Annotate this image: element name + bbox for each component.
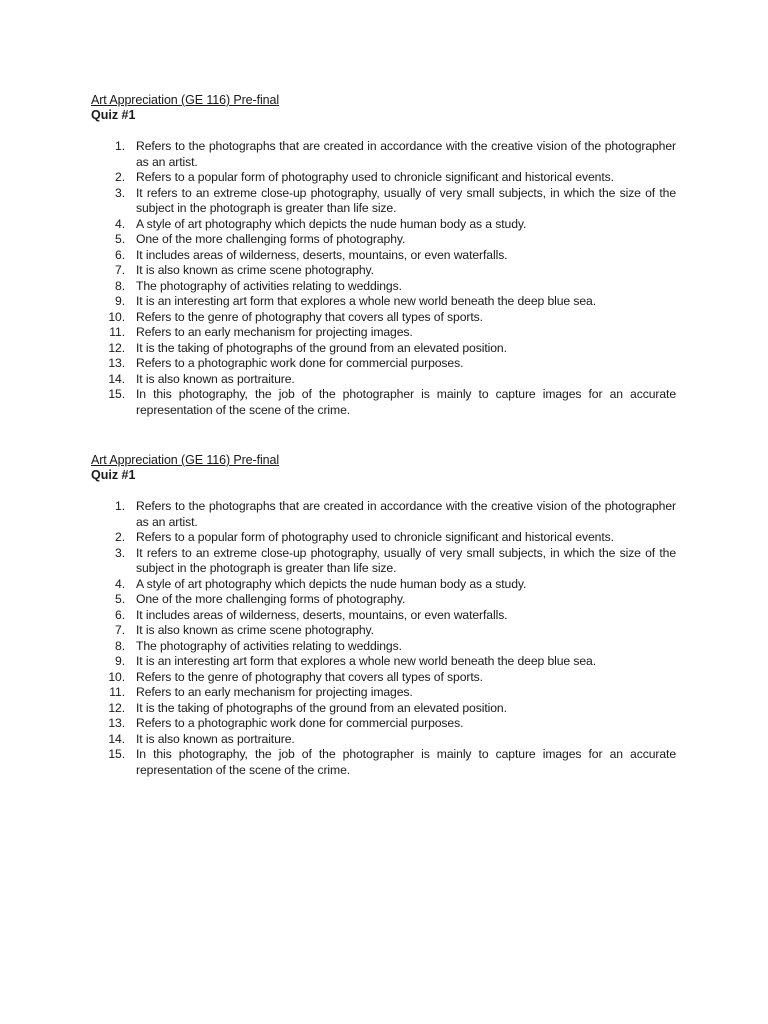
question-item bbox=[91, 263, 681, 279]
question-number: 5. bbox=[115, 592, 125, 606]
question-number: 4. bbox=[115, 576, 125, 591]
question-item bbox=[91, 732, 681, 748]
question-number: 13. bbox=[108, 716, 125, 730]
question-number: 7. bbox=[115, 263, 125, 277]
question-item bbox=[91, 232, 681, 248]
question-number: 6. bbox=[115, 607, 125, 622]
question-item bbox=[91, 499, 681, 530]
question-item bbox=[91, 701, 681, 717]
question-item bbox=[91, 294, 681, 310]
question-number: 12. bbox=[108, 700, 125, 715]
question-number: 2. bbox=[115, 530, 125, 544]
question-list bbox=[91, 499, 681, 778]
question-text: Refers to an early mechanism for projecting images. bbox=[136, 685, 413, 699]
quiz-block-1 bbox=[91, 93, 681, 418]
question-number: 11. bbox=[109, 325, 125, 339]
question-text: It is also known as crime scene photography. bbox=[136, 623, 374, 637]
question-text: Refers to the photographs that are created in accordance with the creative vision of the photographer as an artist. bbox=[136, 139, 676, 169]
question-text: Refers to a photographic work done for commercial purposes. bbox=[136, 356, 464, 370]
question-text: Refers to the photographs that are created in accordance with the creative vision of the photographer as an artist. bbox=[136, 499, 676, 529]
question-number: 8. bbox=[115, 638, 125, 653]
question-number: 7. bbox=[115, 623, 125, 637]
question-item bbox=[91, 310, 681, 326]
question-item bbox=[91, 670, 681, 686]
question-number: 1. bbox=[115, 139, 125, 153]
question-number: 15. bbox=[108, 387, 125, 401]
question-item bbox=[91, 341, 681, 357]
question-number: 12. bbox=[108, 340, 125, 355]
question-number: 3. bbox=[115, 545, 125, 560]
question-item bbox=[91, 372, 681, 388]
question-number: 8. bbox=[115, 278, 125, 293]
question-text: It is an interesting art form that explores a whole new world beneath the deep blue sea. bbox=[136, 654, 597, 668]
question-text: In this photography, the job of the photographer is mainly to capture images for an accurate representation of the scene of the crime. bbox=[136, 387, 676, 417]
question-item bbox=[91, 139, 681, 170]
question-text: It is also known as portraiture. bbox=[136, 731, 295, 746]
question-text: It includes areas of wilderness, deserts, mountains, or even waterfalls. bbox=[136, 247, 508, 262]
quiz-title: Quiz #1 bbox=[91, 468, 136, 482]
question-number: 5. bbox=[115, 232, 125, 246]
question-item bbox=[91, 685, 681, 701]
question-text: It refers to an extreme close-up photography, usually of very small subjects, in which the size of the subject in the photograph is greater than life size. bbox=[136, 545, 676, 575]
question-number: 1. bbox=[115, 499, 125, 513]
question-text: It includes areas of wilderness, deserts, mountains, or even waterfalls. bbox=[136, 607, 508, 622]
question-item bbox=[91, 623, 681, 639]
question-item bbox=[91, 608, 681, 624]
question-item bbox=[91, 325, 681, 341]
question-text: One of the more challenging forms of photography. bbox=[136, 232, 406, 246]
question-text: Refers to a popular form of photography used to chronicle significant and historical events. bbox=[136, 170, 614, 184]
question-item bbox=[91, 248, 681, 264]
quiz-title: Quiz #1 bbox=[91, 108, 136, 122]
question-item bbox=[91, 577, 681, 593]
question-item bbox=[91, 747, 681, 778]
question-item bbox=[91, 356, 681, 372]
question-text: Refers to the genre of photography that covers all types of sports. bbox=[136, 669, 483, 684]
question-number: 10. bbox=[108, 669, 125, 684]
question-number: 9. bbox=[115, 654, 125, 668]
question-item bbox=[91, 530, 681, 546]
question-text: Refers to an early mechanism for projecting images. bbox=[136, 325, 413, 339]
question-item bbox=[91, 546, 681, 577]
question-text: It is also known as crime scene photography. bbox=[136, 263, 374, 277]
question-text: Refers to a photographic work done for commercial purposes. bbox=[136, 716, 464, 730]
question-number: 14. bbox=[108, 371, 125, 386]
question-text: Refers to the genre of photography that covers all types of sports. bbox=[136, 309, 483, 324]
question-item bbox=[91, 654, 681, 670]
question-text: It is an interesting art form that explores a whole new world beneath the deep blue sea. bbox=[136, 294, 597, 308]
question-item bbox=[91, 217, 681, 233]
question-text: Refers to a popular form of photography used to chronicle significant and historical events. bbox=[136, 530, 614, 544]
question-item bbox=[91, 387, 681, 418]
question-item bbox=[91, 639, 681, 655]
question-item bbox=[91, 279, 681, 295]
question-text: A style of art photography which depicts the nude human body as a study. bbox=[136, 576, 527, 591]
question-text: It is also known as portraiture. bbox=[136, 371, 295, 386]
question-number: 9. bbox=[115, 294, 125, 308]
question-number: 3. bbox=[115, 185, 125, 200]
question-text: It is the taking of photographs of the ground from an elevated position. bbox=[136, 700, 507, 715]
question-text: In this photography, the job of the photographer is mainly to capture images for an accurate representation of the scene of the crime. bbox=[136, 747, 676, 777]
question-number: 13. bbox=[108, 356, 125, 370]
question-text: The photography of activities relating to weddings. bbox=[136, 638, 402, 653]
question-number: 2. bbox=[115, 170, 125, 184]
question-number: 14. bbox=[108, 731, 125, 746]
question-number: 15. bbox=[108, 747, 125, 761]
question-text: It refers to an extreme close-up photography, usually of very small subjects, in which the size of the subject in the photograph is greater than life size. bbox=[136, 185, 676, 215]
course-title: Art Appreciation (GE 116) Pre-final bbox=[91, 453, 280, 467]
question-list bbox=[91, 139, 681, 418]
question-number: 6. bbox=[115, 247, 125, 262]
question-number: 10. bbox=[108, 309, 125, 324]
question-number: 4. bbox=[115, 216, 125, 231]
question-item bbox=[91, 186, 681, 217]
question-text: One of the more challenging forms of photography. bbox=[136, 592, 406, 606]
question-item bbox=[91, 716, 681, 732]
question-item bbox=[91, 170, 681, 186]
question-text: The photography of activities relating to weddings. bbox=[136, 278, 402, 293]
question-text: A style of art photography which depicts the nude human body as a study. bbox=[136, 216, 527, 231]
course-title: Art Appreciation (GE 116) Pre-final bbox=[91, 93, 280, 107]
quiz-block-2 bbox=[91, 453, 681, 778]
question-text: It is the taking of photographs of the ground from an elevated position. bbox=[136, 340, 507, 355]
question-number: 11. bbox=[109, 685, 125, 699]
question-item bbox=[91, 592, 681, 608]
